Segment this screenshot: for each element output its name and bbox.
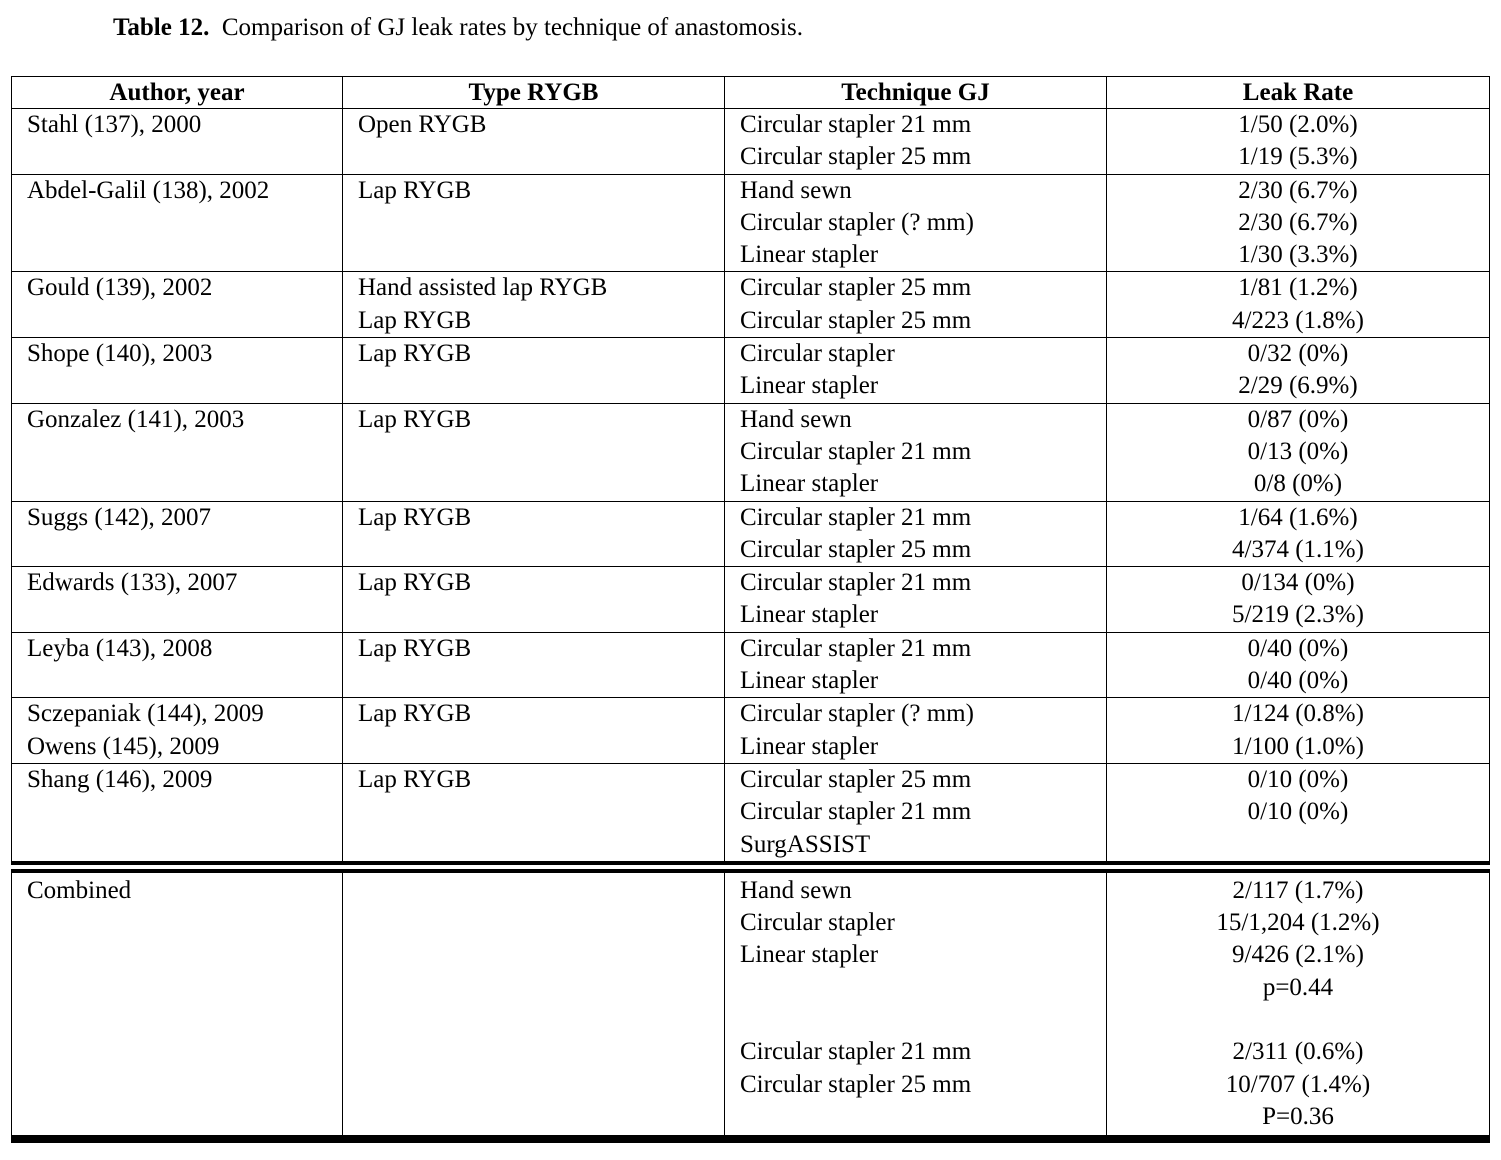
cell-line: Circular stapler 25 mm	[740, 143, 972, 171]
table-row	[12, 174, 1490, 272]
cell-line: 2/311 (0.6%)	[1232, 1038, 1364, 1066]
cell-line: 2/117 (1.7%)	[1232, 876, 1364, 904]
cell-line: 5/219 (2.3%)	[1232, 601, 1364, 629]
cell-line: 2/29 (6.9%)	[1238, 372, 1358, 400]
cell-line: Leyba (143), 2008	[27, 634, 213, 662]
cell-leak-rate	[1107, 632, 1490, 698]
cell-leak-rate	[1107, 403, 1490, 501]
table-row	[12, 567, 1490, 633]
combined-label	[12, 867, 343, 1139]
cell-line: Circular stapler 21 mm	[740, 634, 972, 662]
cell-line: Sczepaniak (144), 2009	[27, 700, 264, 728]
cell-line: Hand assisted lap RYGB	[358, 274, 608, 302]
cell-type	[343, 567, 725, 633]
cell-line: 1/100 (1.0%)	[1232, 732, 1364, 760]
cell-technique	[725, 763, 1107, 866]
cell-line: Linear stapler	[740, 732, 879, 760]
cell-leak-rate	[1107, 338, 1490, 404]
cell-line: 1/81 (1.2%)	[1238, 274, 1358, 302]
cell-line: Open RYGB	[358, 111, 487, 138]
cell-line: Circular stapler 25 mm	[740, 535, 972, 563]
cell-leak-rate	[1107, 272, 1490, 338]
cell-line: Circular stapler 21 mm	[740, 1038, 972, 1066]
cell-technique	[725, 272, 1107, 338]
cell-line: 0/134 (0%)	[1241, 569, 1355, 597]
cell-line: Lap RYGB	[358, 569, 472, 597]
cell-line: SurgASSIST	[740, 830, 871, 858]
cell-leak-rate	[1107, 763, 1490, 866]
cell-line: Lap RYGB	[358, 634, 472, 662]
cell-type	[343, 403, 725, 501]
cell-line: 1/64 (1.6%)	[1238, 503, 1358, 531]
table-caption-text: Comparison of GJ leak rates by technique of anastomosis.	[221, 14, 803, 41]
cell-technique	[725, 501, 1107, 567]
cell-line: Lap RYGB	[358, 176, 472, 204]
cell-line: Circular stapler 21 mm	[740, 798, 972, 826]
cell-technique	[725, 567, 1107, 633]
cell-author	[12, 403, 343, 501]
cell-type	[343, 272, 725, 338]
cell-line: 4/223 (1.8%)	[1232, 306, 1364, 334]
cell-line: Circular stapler 25 mm	[740, 274, 972, 302]
cell-line: Gonzalez (141), 2003	[27, 405, 245, 433]
cell-author	[12, 338, 343, 404]
leak-rate-table	[11, 76, 1490, 1143]
cell-line: Circular stapler 21 mm	[740, 503, 972, 531]
cell-line: Gould (139), 2002	[27, 274, 213, 302]
cell-author	[12, 272, 343, 338]
cell-line: 9/426 (2.1%)	[1232, 941, 1364, 969]
cell-type	[343, 632, 725, 698]
cell-leak-rate	[1107, 501, 1490, 567]
combined-type-empty	[343, 867, 725, 1139]
cell-type	[343, 338, 725, 404]
cell-technique	[725, 698, 1107, 764]
cell-type	[343, 698, 725, 764]
combined-leak-rate	[1107, 867, 1490, 1139]
cell-line: Linear stapler	[740, 372, 879, 400]
cell-line: 10/707 (1.4%)	[1225, 1070, 1371, 1098]
cell-technique	[725, 109, 1107, 175]
combined-row	[12, 867, 1490, 1139]
table-row	[12, 403, 1490, 501]
cell-line: p=0.44	[1262, 973, 1334, 1001]
table-row	[12, 109, 1490, 175]
cell-line: Owens (145), 2009	[27, 732, 220, 760]
cell-line: Abdel-Galil (138), 2002	[27, 176, 270, 204]
column-header-author: Author, year	[12, 77, 343, 109]
cell-line: 0/10 (0%)	[1247, 798, 1349, 826]
cell-line: Circular stapler 21 mm	[740, 569, 972, 597]
cell-technique	[725, 338, 1107, 404]
cell-line: P=0.36	[1262, 1102, 1334, 1130]
cell-leak-rate	[1107, 109, 1490, 175]
cell-line: 0/13 (0%)	[1247, 437, 1349, 465]
cell-type	[343, 174, 725, 272]
cell-line: Circular stapler	[740, 340, 895, 368]
column-header-technique: Technique GJ	[725, 77, 1107, 109]
cell-line: 15/1,204 (1.2%)	[1216, 909, 1380, 937]
column-header-leak-rate: Leak Rate	[1107, 77, 1490, 109]
cell-line: Lap RYGB	[358, 306, 472, 334]
table-row	[12, 632, 1490, 698]
cell-line: Stahl (137), 2000	[27, 111, 202, 138]
combined-label-text: Combined	[27, 876, 132, 904]
cell-line: Lap RYGB	[358, 340, 472, 368]
cell-technique	[725, 403, 1107, 501]
table-caption	[113, 12, 803, 44]
cell-type	[343, 109, 725, 175]
cell-line: 0/87 (0%)	[1247, 405, 1349, 433]
cell-leak-rate	[1107, 174, 1490, 272]
cell-line: Linear stapler	[740, 941, 879, 969]
cell-leak-rate	[1107, 698, 1490, 764]
cell-line: Circular stapler 25 mm	[740, 1070, 972, 1098]
cell-line: 0/8 (0%)	[1253, 470, 1343, 498]
cell-author	[12, 763, 343, 866]
cell-type	[343, 763, 725, 866]
cell-line	[1107, 1004, 1489, 1036]
cell-type	[343, 501, 725, 567]
table-row	[12, 763, 1490, 866]
cell-line: 2/30 (6.7%)	[1238, 176, 1358, 204]
table-row	[12, 698, 1490, 764]
cell-line: Suggs (142), 2007	[27, 503, 212, 531]
cell-line: 1/19 (5.3%)	[1238, 143, 1358, 171]
table-row	[12, 272, 1490, 338]
cell-line: Circular stapler (? mm)	[740, 208, 974, 236]
cell-line: 0/10 (0%)	[1247, 765, 1349, 793]
cell-line: 4/374 (1.1%)	[1232, 535, 1364, 563]
cell-line: Linear stapler	[740, 667, 879, 695]
cell-line	[740, 972, 1106, 1004]
cell-line: Shang (146), 2009	[27, 765, 213, 793]
cell-line: Circular stapler	[740, 909, 895, 937]
table-caption-label: Table 12.	[113, 14, 210, 41]
cell-leak-rate	[1107, 567, 1490, 633]
cell-line: Circular stapler (? mm)	[740, 700, 974, 728]
cell-line: 2/30 (6.7%)	[1238, 208, 1358, 236]
cell-line: Linear stapler	[740, 241, 879, 269]
cell-line: 1/124 (0.8%)	[1232, 700, 1364, 728]
cell-line: Linear stapler	[740, 601, 879, 629]
cell-line: Lap RYGB	[358, 405, 472, 433]
cell-technique	[725, 632, 1107, 698]
cell-author	[12, 698, 343, 764]
cell-line: Circular stapler 25 mm	[740, 306, 972, 334]
cell-line: Lap RYGB	[358, 700, 472, 728]
cell-line: Circular stapler 21 mm	[740, 111, 972, 138]
cell-line: Lap RYGB	[358, 503, 472, 531]
cell-line: Linear stapler	[740, 470, 879, 498]
column-header-type: Type RYGB	[343, 77, 725, 109]
cell-author	[12, 632, 343, 698]
cell-line: 1/30 (3.3%)	[1238, 241, 1358, 269]
cell-line: Hand sewn	[740, 876, 852, 904]
cell-technique	[725, 174, 1107, 272]
header-row	[12, 77, 1490, 109]
table-body	[12, 109, 1490, 1140]
cell-line: 0/40 (0%)	[1247, 667, 1349, 695]
cell-line: 0/40 (0%)	[1247, 634, 1349, 662]
cell-line: Edwards (133), 2007	[27, 569, 238, 597]
table-row	[12, 338, 1490, 404]
cell-author	[12, 501, 343, 567]
cell-author	[12, 174, 343, 272]
cell-line: Shope (140), 2003	[27, 340, 213, 368]
cell-line: Hand sewn	[740, 176, 852, 204]
cell-author	[12, 109, 343, 175]
cell-line	[740, 1004, 1106, 1036]
table-row	[12, 501, 1490, 567]
cell-author	[12, 567, 343, 633]
cell-line: 0/32 (0%)	[1247, 340, 1349, 368]
cell-line: Hand sewn	[740, 405, 852, 433]
cell-line: 1/50 (2.0%)	[1238, 111, 1358, 138]
cell-line: Circular stapler 25 mm	[740, 765, 972, 793]
cell-line: Lap RYGB	[358, 765, 472, 793]
cell-line: Circular stapler 21 mm	[740, 437, 972, 465]
combined-technique	[725, 867, 1107, 1139]
